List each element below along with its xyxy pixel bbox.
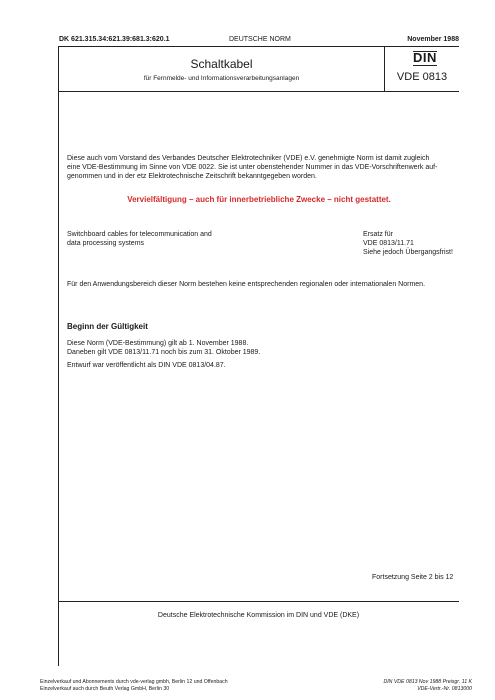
left-frame-rule xyxy=(58,46,59,666)
footer-right-line: VDE-Vertr.-Nr. 0813000 xyxy=(417,686,472,692)
footer-left-line: Einzelverkauf und Abonnements durch vde-verlag gmbh, Berlin 12 und Offenbach xyxy=(40,679,228,685)
validity-line: Daneben gilt VDE 0813/11.71 noch bis zum 31. Oktober 1989. xyxy=(67,349,261,356)
replacement-line: VDE 0813/11.71 xyxy=(363,240,414,247)
english-title-line: Switchboard cables for telecommunication and xyxy=(67,231,212,238)
norm-type: DEUTSCHE NORM xyxy=(229,36,291,43)
footer-left xyxy=(40,679,228,693)
footer-left-line: Einzelverkauf auch durch Beuth Verlag GmbH, Berlin 30 xyxy=(40,686,170,692)
title-bottom-rule xyxy=(58,91,459,92)
commission: Deutsche Elektrotechnische Kommission im DIN und VDE (DKE) xyxy=(157,612,360,619)
vde-note-line: eine VDE-Bestimmung im Sinne von VDE 0022. Sie ist unter obenstehender Nummer in das VDE-Vorschriftenwerk auf- xyxy=(67,164,438,171)
english-title-line: data processing systems xyxy=(67,240,145,247)
dk-number: DK 621.315.34:621.39:681.3:620.1 xyxy=(59,36,170,43)
vde-note-line: genommen und in der etz Elektrotechnische Zeitschrift bekanntgegeben worden. xyxy=(67,173,317,180)
issue-date: November 1988 xyxy=(407,36,459,43)
replacement-line: Siehe jedoch Übergangsfrist! xyxy=(363,249,453,256)
vde-note xyxy=(67,154,437,181)
vde-note-line: Diese auch vom Vorstand des Verbandes Deutscher Elektrotechniker (VDE) e.V. genehmigte Norm ist damit zugleich xyxy=(67,155,430,162)
footer-right xyxy=(310,679,472,693)
title-divider-rule xyxy=(384,46,385,91)
din-logo: DIN xyxy=(413,50,437,65)
copyright-warning: Vervielfältigung – auch für innerbetriebliche Zwecke – nicht gestattet. xyxy=(127,195,391,204)
draft-note: Entwurf war veröffentlicht als DIN VDE 0813/04.87. xyxy=(67,362,226,369)
standard-number: VDE 0813 xyxy=(396,71,448,83)
validity-heading: Beginn der Gültigkeit xyxy=(67,322,148,331)
english-title xyxy=(67,230,212,248)
footer-right-line: DIN VDE 0813 Nov 1988 Preisgr. 11 K xyxy=(383,679,472,685)
top-rule xyxy=(58,46,459,47)
continuation-note: Fortsetzung Seite 2 bis 12 xyxy=(372,574,454,581)
document-title: Schaltkabel xyxy=(190,57,253,71)
bottom-rule xyxy=(58,601,459,602)
replacement-info xyxy=(363,230,453,257)
validity-text xyxy=(67,339,260,357)
replacement-line: Ersatz für xyxy=(363,231,393,238)
scope-note: Für den Anwendungsbereich dieser Norm bestehen keine entsprechenden regionalen oder internationalen Normen. xyxy=(67,281,426,288)
validity-line: Diese Norm (VDE-Bestimmung) gilt ab 1. November 1988. xyxy=(67,340,249,347)
document-subtitle: für Fernmelde- und Informationsverarbeitungsanlagen xyxy=(143,75,300,82)
